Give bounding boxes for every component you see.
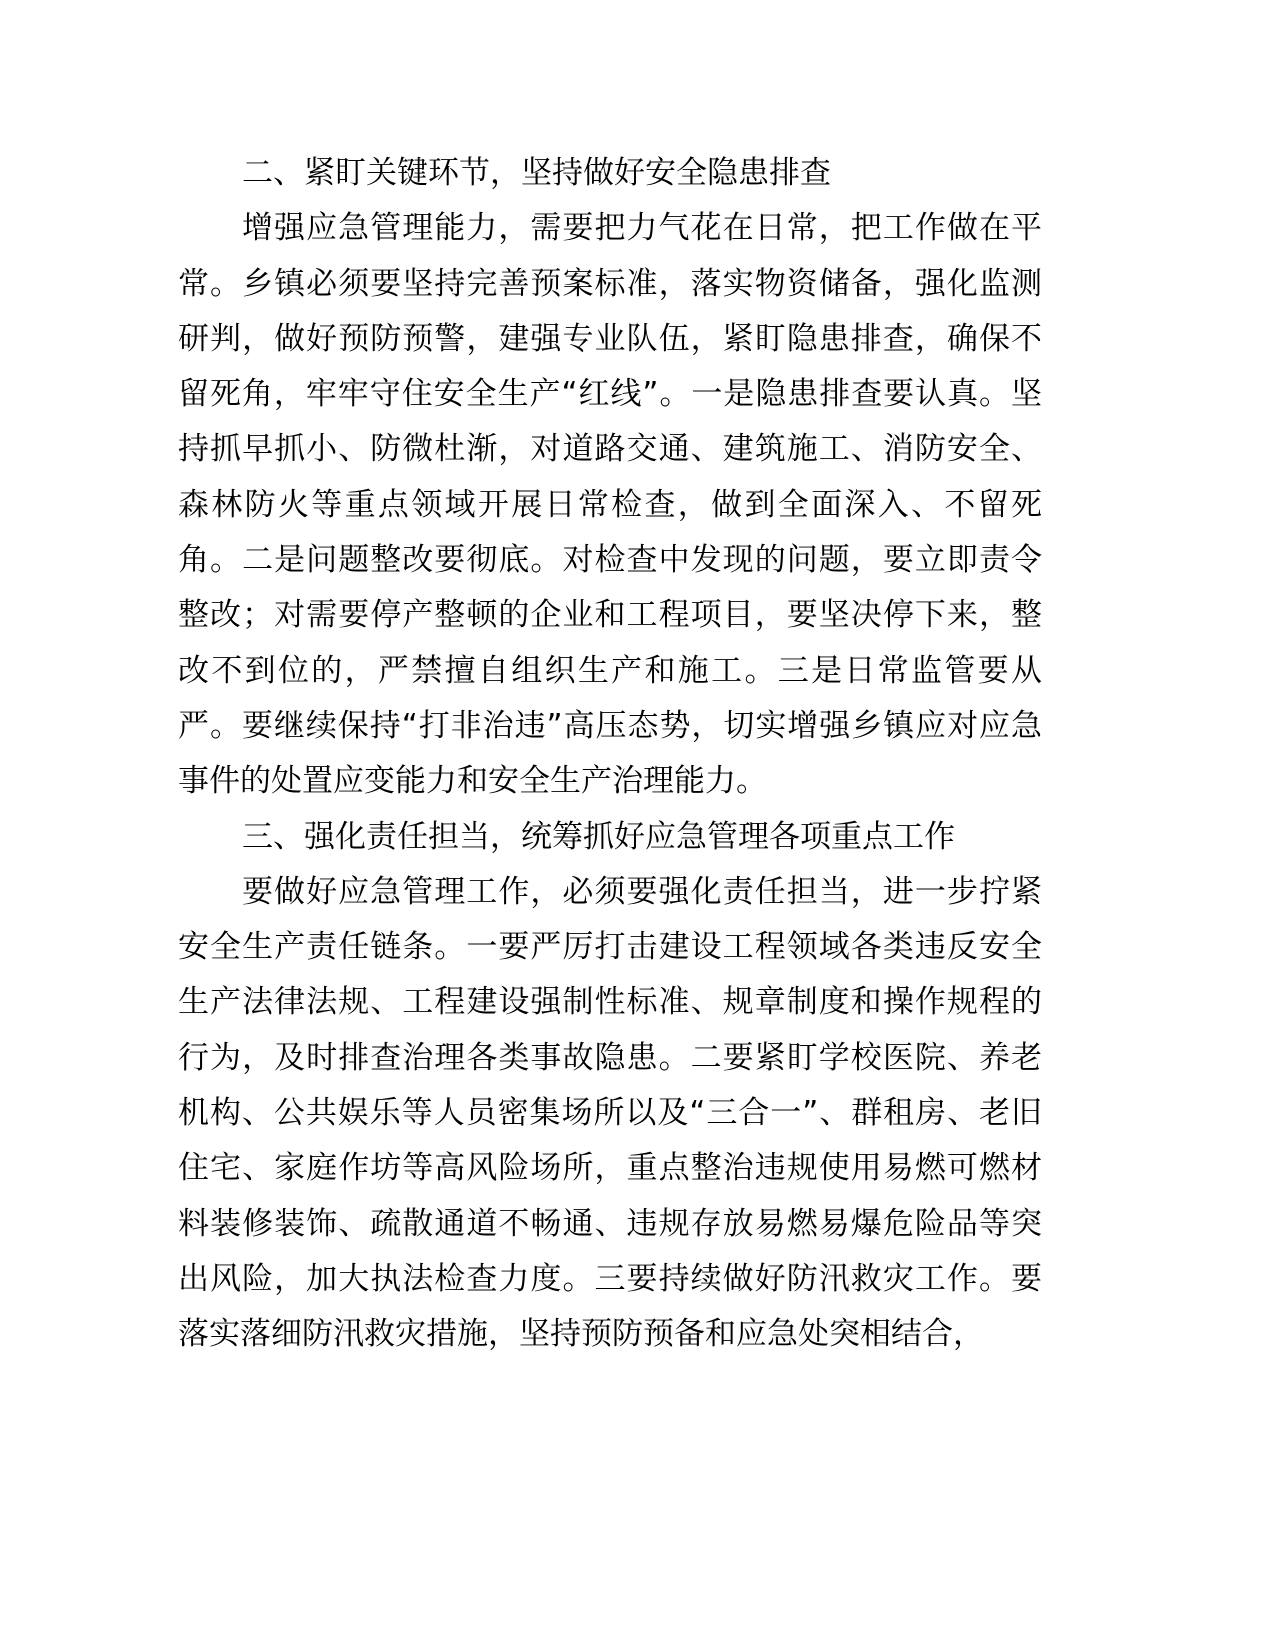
section-heading-2: 二、紧盯关键环节，坚持做好安全隐患排查 — [242, 155, 831, 191]
section-paragraph-3: 要做好应急管理工作，必须要强化责任担当，进一步拧紧安全生产责任链条。一要严厉打击建设工程领域各类违反安全生产法律法规、工程建设强制性标准、规章制度和操作规程的行为，及时排查治理各类事故隐患。二要紧盯学校医院、养老机构、公共娱乐等人员密集场所以及“三合一”、群租房、老旧住宅、家庭作坊等高风险场所，重点整治违规使用易燃可燃材料装修装饰、疏散通道不畅通、违规存放易燃易爆危险品等突出风险，加大执法检查力度。三要持续做好防汛救灾工作。要落实落细防汛救灾措施，坚持预防预备和应急处突相结合， — [178, 873, 1042, 1353]
section-paragraph-2: 增强应急管理能力，需要把力气花在日常，把工作做在平常。乡镇必须要坚持完善预案标准，落实物资储备，强化监测研判，做好预防预警，建强专业队伍，紧盯隐患排查，确保不留死角，牢牢守住安全生产“红线”。一是隐患排查要认真。坚持抓早抓小、防微杜渐，对道路交通、建筑施工、消防安全、森林防火等重点领域开展日常检查，做到全面深入、不留死角。二是问题整改要彻底。对检查中发现的问题，要立即责令整改；对需要停产整顿的企业和工程项目，要坚决停下来，整改不到位的，严禁擅自组织生产和施工。三是日常监管要从严。要继续保持“打非治违”高压态势，切实增强乡镇应对应急事件的处置应变能力和安全生产治理能力。 — [178, 210, 1042, 800]
document-page — [178, 146, 1042, 1363]
section-heading-3: 三、强化责任担当，统筹抓好应急管理各项重点工作 — [242, 818, 955, 855]
